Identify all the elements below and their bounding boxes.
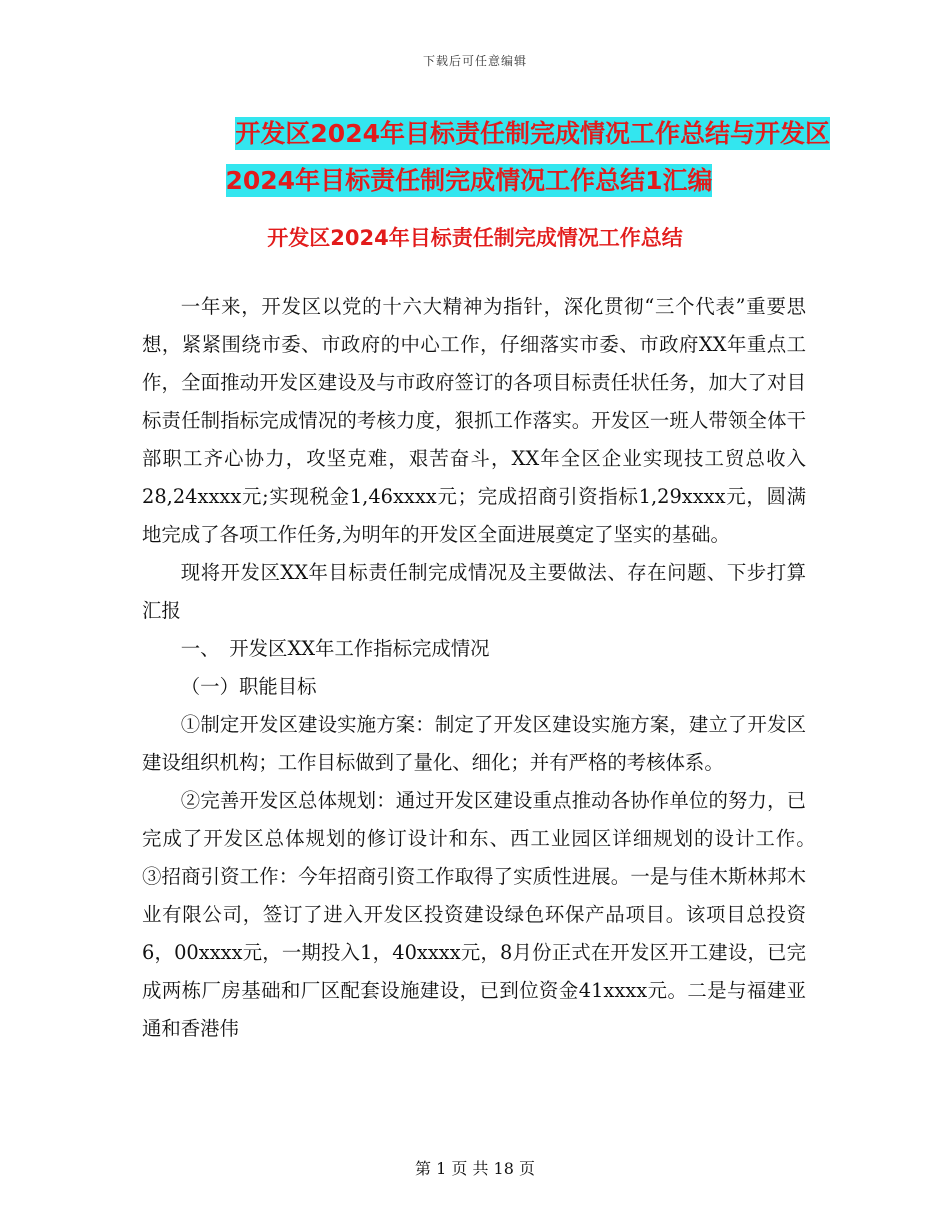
- paragraph-report-lead: 现将开发区XX年目标责任制完成情况及主要做法、存在问题、下步打算汇报: [142, 561, 806, 622]
- heading-subsection-1: （一）职能目标: [180, 675, 317, 698]
- document-title: [130, 110, 830, 204]
- page-number: 第 1 页 共 18 页: [415, 1159, 535, 1178]
- document-title-line-1: [130, 110, 830, 157]
- section-title: 开发区2024年目标责任制完成情况工作总结: [267, 226, 683, 250]
- heading-section-1: 一、 开发区XX年工作指标完成情况: [180, 637, 490, 660]
- document-title-line-2: [108, 157, 830, 204]
- paragraph-item-1: ①制定开发区建设实施方案：制定了开发区建设实施方案，建立了开发区建设组织机构；工作目标做到了量化、细化；并有严格的考核体系。: [142, 713, 806, 774]
- page-header-note: 下载后可任意编辑: [422, 54, 527, 68]
- title-highlight-2: 2024年目标责任制完成情况工作总结1汇编: [225, 166, 713, 195]
- paragraph-item-2-3: ②完善开发区总体规划：通过开发区建设重点推动各协作单位的努力，已完成了开发区总体规划的修订设计和东、西工业园区详细规划的设计工作。 ③招商引资工作：今年招商引资工作取得了实质性进展。一是与佳木斯林邦木业有限公司，签订了进入开发区投资建设绿色环保产品项目。该项目总投资6，00xxxx元，一期投入1，40xxxx元，8月份正式在开发区开工建设，已完成两栋厂房基础和厂区配套设施建设，已到位资金41xxxx元。二是与福建亚通和香港伟: [142, 789, 903, 1040]
- paragraph-intro: 一年来，开发区以党的十六大精神为指针，深化贯彻“三个代表”重要思想，紧紧围绕市委、市政府的中心工作，仔细落实市委、市政府XX年重点工作，全面推动开发区建设及与市政府签订的各项目标责任状任务，加大了对目标责任制指标完成情况的考核力度，狠抓工作落实。开发区一班人带领全体干部职工齐心协力，攻坚克难，艰苦奋斗，XX年全区企业实现技工贸总收入28,24xxxx元;实现税金1,46xxxx元；完成招商引资指标1,29xxxx元，圆满地完成了各项工作任务,为明年的开发区全面进展奠定了坚实的基础。: [142, 295, 806, 546]
- title-highlight-1: 开发区2024年目标责任制完成情况工作总结与开发区: [235, 119, 830, 148]
- document-body: [142, 288, 903, 1048]
